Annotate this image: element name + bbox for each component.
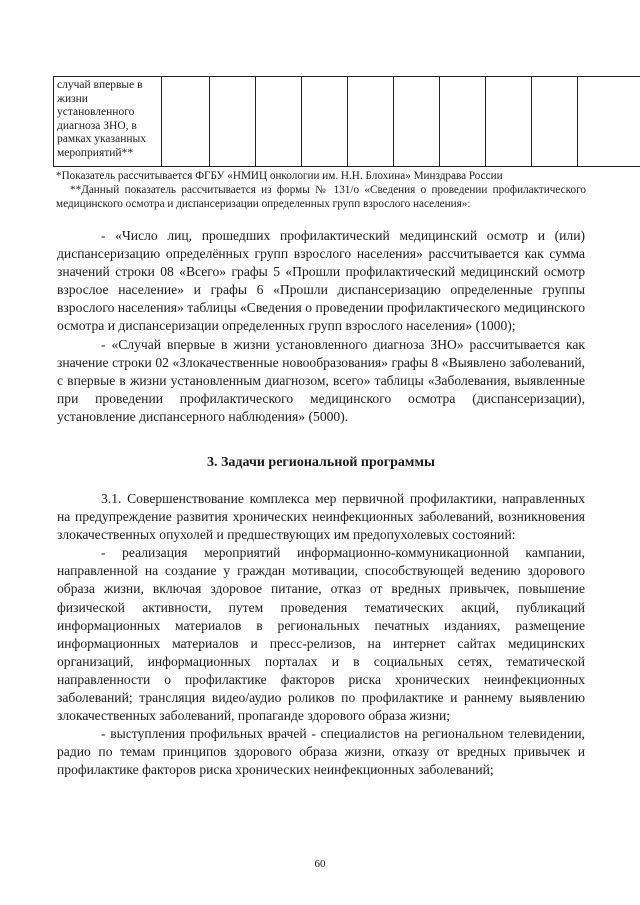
footnote-1: *Показатель рассчитывается ФГБУ «НМИЦ онкологии им. Н.Н. Блохина» Минздрава России — [56, 170, 503, 182]
table-cell — [486, 77, 532, 167]
paragraph-zno-cases: - «Случай впервые в жизни установленного диагноза ЗНО» рассчитывается как значение строки 02 «Злокачественные новообразования» графы 8 «Выявлено заболеваний, с впервые в жизни установленным диагнозом, всего» таблицы «Заболевания, выявленные при проведении профилактического медицинского осмотра (диспансеризации), установление диспансерного наблюдения» (5000). — [57, 336, 585, 424]
table-cell — [210, 77, 256, 167]
table-cell — [256, 77, 302, 167]
table-cell — [394, 77, 440, 167]
table-row-label: случай впервые в жизни установленного диагноза ЗНО, в рамках указанных мероприятий** — [54, 77, 162, 167]
table-cell — [348, 77, 394, 167]
table-cell — [440, 77, 486, 167]
table-cell — [162, 77, 210, 167]
paragraph-3-1: 3.1. Совершенствование комплекса мер первичной профилактики, направленных на предупреждение развития хронических неинфекционных заболеваний, возникновения злокачественных опухолей и предшествующих им предопухолевых состояний: — [57, 491, 585, 543]
paragraph-persons-examined: - «Число лиц, прошедших профилактический медицинский осмотр и (или) диспансеризацию определённых групп взрослого населения» рассчитывается как сумма значений строки 08 «Всего» графы 5 «Прошли профилактический медицинский осмотр взрослое население» и графы 6 «Прошли диспансеризацию определенные группы взрослого населения» таблицы «Сведения о проведении профилактического медицинского осмотра и диспансеризации определенных групп взрослого населения» (1000); — [57, 228, 585, 334]
paragraph-info-campaign: - реализация мероприятий информационно-коммуникационной кампании, направленной на создание у граждан мотивации, способствующей ведению здорового образа жизни, включая здоровое питание, отказ от вредных привычек, повышение физической активности, путем проведения тематических акций, публикаций информационных материалов в региональных печатных изданиях, размещение информационных материалов и пресс-релизов, на интернет сайтах медицинских организаций, информационных порталах и в социальных сетях, тематической направленности о профилактике факторов риска хронических неинфекционных заболеваний; трансляция видео/аудио роликов по профилактике и раннему выявлению злокачественных заболеваний, пропаганде здорового образа жизни; — [57, 545, 585, 724]
section-heading: 3. Задачи региональной программы — [207, 455, 435, 470]
section-body — [57, 490, 585, 780]
table-row — [54, 77, 640, 167]
indicator-table — [53, 76, 640, 167]
table-cell — [302, 77, 348, 167]
paragraph-tv-radio: - выступления профильных врачей - специалистов на региональном телевидении, радио по темам принципов здорового образа жизни, отказу от вредных привычек и профилактике факторов риска хронических неинфекционных заболеваний; — [57, 726, 585, 778]
footnote-2: **Данный показатель рассчитывается из формы № 131/о «Сведения о проведении профилактического медицинского осмотра и диспансеризации определенных групп взрослого населения»: — [56, 184, 586, 210]
page-number: 60 — [314, 858, 326, 870]
table-cell — [578, 77, 640, 167]
table-cell — [532, 77, 578, 167]
indicator-definitions — [57, 227, 585, 426]
